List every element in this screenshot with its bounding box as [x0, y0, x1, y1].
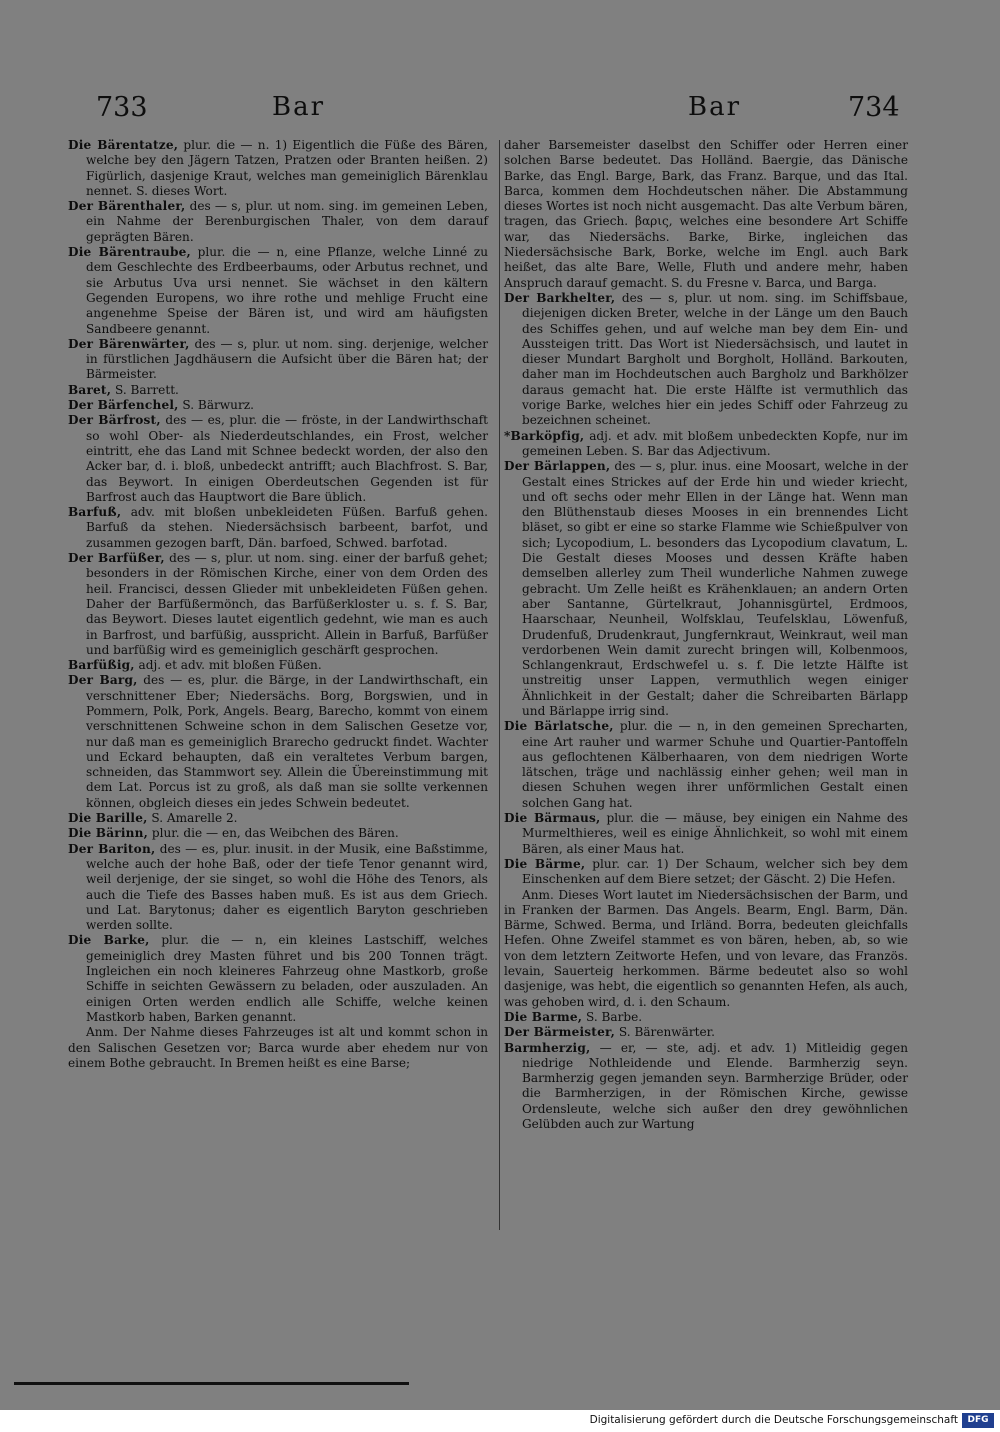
dictionary-entry: [504, 459, 908, 719]
dictionary-entry: [504, 719, 908, 811]
entry-headword: Baret,: [68, 382, 112, 397]
entry-headword: Die Barke,: [68, 933, 150, 948]
dictionary-entry: [68, 245, 488, 337]
entry-text: adj. et adv. mit bloßen Füßen.: [134, 658, 322, 673]
entry-text: Anm. Der Nahme dieses Fahrzeuges ist alt und kommt schon in den Salischen Gesetzen vor; Barca wurde aber ehedem nur von einem Bothe gebraucht. In Bremen heißt es eine Barse;: [68, 1025, 488, 1070]
entry-headword: Die Bärlatsche,: [504, 719, 614, 734]
dfg-logo: DFG: [962, 1413, 994, 1428]
dictionary-entry: [504, 291, 908, 429]
entry-headword: Barfüßig,: [68, 658, 135, 673]
dictionary-entry: [504, 857, 908, 888]
dictionary-entry: [68, 398, 488, 413]
entry-headword: Der Bärfrost,: [68, 413, 161, 428]
entry-headword: Der Barkhelter,: [504, 290, 616, 305]
dictionary-entry: [68, 933, 488, 1025]
entry-headword: Der Bärenwärter,: [68, 336, 190, 351]
entry-headword: Die Bärmaus,: [504, 811, 601, 826]
right-column: [504, 138, 908, 1132]
entry-headword: Der Bärlappen,: [504, 459, 611, 474]
entry-headword: Die Bärinn,: [68, 826, 149, 841]
dictionary-entry: [68, 658, 488, 673]
entry-text: des — s, plur. ut nom. sing. im gemeinen Leben, ein Nahme der Berenburgischen Thaler, von dem darauf geprägten Bären.: [86, 199, 488, 244]
dictionary-entry: [68, 811, 488, 826]
column-divider: [499, 140, 500, 1230]
bottom-rule: [14, 1382, 409, 1385]
dictionary-entry: [68, 826, 488, 841]
entry-text: plur. die — en, das Weibchen des Bären.: [148, 826, 399, 841]
footer-bar: [0, 1410, 1000, 1432]
entry-text: des — es, plur. die Bärge, in der Landwirthschaft, ein verschnittener Eber; Niedersächs. Borg, Borgswien, und in Pommern, Polk, Pork, Angels. Bearg, Barecho, kommt von einem verschnittenen Schweine schon in dem Salischen Gesetze vor, nur daß man es gemeiniglich Brarecho gedruckt findet. Wachter und Eckard behaupten, daß ein veraltetes Verbum bargen, schneiden, das Stammwort sey. Allein die Übereinstimmung mit dem Lat. Porcus ist zu groß, als daß man sie sollte verkennen können, obgleich dieses ein jedes Schwein bedeutet.: [86, 673, 488, 810]
entry-headword: Die Barme,: [504, 1009, 583, 1024]
dictionary-entry: [68, 337, 488, 383]
entry-text: adj. et adv. mit bloßem unbedeckten Kopfe, nur im gemeinen Leben. S. Bar das Adjectivum.: [522, 428, 908, 458]
entry-text: des — s, plur. ut nom. sing. derjenige, welcher in fürstlichen Jagdhäusern die Aufsicht über die Bären hat; der Bärmeister.: [86, 336, 488, 382]
entry-headword: Barfuß,: [68, 505, 122, 520]
entry-text: adv. mit bloßen unbekleideten Füßen. Barfuß gehen. Barfuß da stehen. Niedersächsisch barbeent, barfot, und zusammen gezogen barft, Dän. barfoed, Schwed. barfotad.: [86, 505, 488, 550]
entry-text: Anm. Dieses Wort lautet im Niedersächsischen der Barm, und in Franken der Barmen. Das Angels. Bearm, Engl. Barm, Dän. Bärme, Schwed. Berma, und Irländ. Borra, bedeuten gleichfalls Hefen. Ohne Zweifel stammet es von bären, heben, ab, so wie von dem letztern Zeitworte Hefen, und von levare, das Französ. levain, Sauerteig herkommen. Bärme bedeutet also so wohl dasjenige, was hebt, die eigentlich so genannten Hefen, als auch, was gehoben wird, d. i. den Schaum.: [504, 887, 908, 1009]
dictionary-entry: [68, 199, 488, 245]
entry-headword: Die Barille,: [68, 811, 148, 826]
dictionary-entry: [68, 383, 488, 398]
entry-text: S. Bärenwärter.: [615, 1025, 715, 1040]
dictionary-entry: [68, 842, 488, 934]
dictionary-entry: [504, 1041, 908, 1133]
entry-headword: Der Bariton,: [68, 841, 156, 856]
entry-text: plur. die — mäuse, bey einigen ein Nahme des Murmelthieres, weil es einige Ähnlichkeit, so wohl mit einem Bären, als einer Maus hat.: [522, 811, 908, 856]
page-header: [0, 92, 1000, 132]
funding-credit: Digitalisierung gefördert durch die Deutsche Forschungsgemeinschaft: [589, 1414, 958, 1426]
continued-entry: [504, 138, 908, 291]
left-page-number: 733: [96, 92, 148, 123]
entry-headword: Der Bärmeister,: [504, 1025, 616, 1040]
entry-headword: Der Barfüßer,: [68, 551, 165, 566]
left-column: [68, 138, 488, 1071]
dictionary-entry: [68, 673, 488, 811]
entry-headword: Die Bärentraube,: [68, 245, 191, 260]
entry-headword: Barmherzig,: [504, 1040, 591, 1055]
entry-text: plur. car. 1) Der Schaum, welcher sich bey dem Einschenken auf dem Biere setzet; der Gäscht. 2) Die Hefen.: [522, 856, 909, 887]
entry-text: plur. die — n, ein kleines Lastschiff, welches gemeiniglich drey Masten führet und bis 200 Tonnen trägt. Ingleichen ein noch kleineres Fahrzeug ohne Mastkorb, große Schiffe in seichten Gewässern zu beladen, oder auszuladen. An einigen Orten werden endlich alle Schiffe, welche keinen Mastkorb haben, Barken genannt.: [86, 933, 489, 1024]
dictionary-entry: [504, 429, 908, 460]
entry-headword: Die Bärme,: [504, 856, 586, 871]
left-running-head: Bar: [272, 92, 326, 122]
entry-text: S. Barrett.: [111, 382, 179, 397]
dictionary-entry: [68, 138, 488, 199]
right-running-head: Bar: [688, 92, 742, 122]
entry-text: plur. die — n, eine Pflanze, welche Linné zu dem Geschlechte des Erdbeerbaums, oder Arbutus rechnet, und sie Arbutus Uva ursi nennet. Sie wächset in den kältern Gegenden Europens, wo ihre rothe und mehlige Frucht eine angenehme Speise der Bären ist, und wird am häufigsten Sandbeere genannt.: [86, 245, 488, 336]
entry-text: S. Bärwurz.: [178, 398, 254, 413]
entry-text: S. Amarelle 2.: [147, 811, 238, 826]
entry-text: des — s, plur. ut nom. sing. einer der barfuß gehet; besonders in der Römischen Kirche, einer von dem Orden des heil. Francisci, dessen Glieder mit unbekleideten Füßen gehen. Daher der Barfüßermönch, das Barfüßerkloster u. s. f. S. Bar, das Beywort. Dieses lautet eigentlich gedehnt, wie man es auch in Barfrost, und barfüßig, ausspricht. Allein in Barfuß, Barfüßer und barfüßig wird es gemeiniglich geschärft gesprochen.: [86, 551, 488, 657]
entry-text: — er, — ste, adj. et adv. 1) Mitleidig gegen niedrige Nothleidende und Elende. Barmherzig seyn. Barmherzig gegen jemanden seyn. Barmherzige Brüder, oder die Barmherzigen, in der Römischen Kirche, gewisse Ordensleute, welche sich außer den drey gewöhnlichen Gelübden auch zur Wartung: [522, 1040, 908, 1131]
dictionary-entry: [504, 1010, 908, 1025]
entry-text: daher Barsemeister daselbst den Schiffer oder Herren einer solchen Barse bedeutet. Das Holländ. Baergie, das Dänische Barke, das Engl. Barge, Bark, das Franz. Barque, und das Ital. Barca, kommen dem Hochdeutschen näher. Die Abstammung dieses Wortes ist noch nicht ausgemacht. Das alte Verbum bären, tragen, das Griech. βαρις, welches eine besondere Art Schiffe war, das Niedersächs. Barke, Birke, ingleichen das Niedersächsische Bark, Borke, welche im Engl. auch Bark heißet, das alte Bare, Welle, Fluth und andere mehr, haben Anspruch darauf gemacht. S. du Fresne v. Barca, und Barga.: [504, 138, 908, 290]
annotation-paragraph: [68, 1025, 488, 1071]
entry-text: plur. die — n, in den gemeinen Sprecharten, eine Art rauher und warmer Schuhe und Quartier-Pantoffeln aus geflochtenen Kälberhaaren, von dem niedrigen Worte lätschen, träge und nachlässig einher gehen; weil man in diesen Schuhen wegen ihrer unförmlichen Gestalt einen solchen Gang hat.: [522, 719, 908, 810]
dictionary-entry: [504, 811, 908, 857]
entry-headword: Die Bärentatze,: [68, 138, 179, 152]
dictionary-entry: [68, 505, 488, 551]
entry-text: des — es, plur. inusit. in der Musik, eine Baßstimme, welche auch der hohe Baß, oder der tiefe Tenor genannt wird, weil derjenige, der sie singet, so wohl die Höhe des Tenors, als auch die Tiefe des Basses haben muß. Es ist aus dem Griech. und Lat. Barytonus; daher es eigentlich Baryton geschrieben werden sollte.: [86, 841, 488, 933]
entry-headword: Der Bärenthaler,: [68, 199, 186, 214]
dictionary-entry: [504, 1025, 908, 1040]
entry-text: S. Barbe.: [582, 1009, 643, 1024]
entry-headword: *Barköpfig,: [504, 428, 585, 443]
entry-text: des — s, plur. inus. eine Moosart, welche in der Gestalt eines Strickes auf der Erde hin und wieder kriecht, und oft sechs oder mehr Ellen in der Länge hat. Wenn man den Blüthenstaub dieses Mooses in ein brennendes Licht bläset, so gibt er eine so starke Flamme wie Schießpulver von sich; Lycopodium, L. besonders das Lycopodium clavatum, L. Die Gestalt dieses Mooses und dessen Kräfte haben demselben allerley zum Theil wunderliche Nahmen zuwege gebracht. Um Zelle heißt es Krähenklauen; an andern Orten aber Santanne, Gürtelkraut, Johannisgürtel, Erdmoos, Haarschaar, Neunheil, Wolfsklau, Teufelsklau, Löwenfuß, Drudenfuß, Drudenkraut, Jungfernkraut, Weinkraut, weil man verdorbenen Wein damit zurecht bringen will, Kolbenmoos, Schlangenkraut, Erdschwefel u. s. f. Die letzte Hälfte ist unstreitig unser Lappen, vermuthlich wegen einiger Ähnlichkeit in der Gestalt; daher die Schreibarten Bärlapp und Bärlappe irrig sind.: [522, 459, 908, 718]
annotation-paragraph: [504, 888, 908, 1010]
entry-text: des — s, plur. ut nom. sing. im Schiffsbaue, diejenigen dicken Breter, welche in der Länge um den Bauch des Schiffes gehen, und auf welche man bey dem Ein- und Aussteigen tritt. Das Wort ist Niedersächsisch, und lautet in dieser Mundart Bargholt und Borgholt, Holländ. Barkouten, daher man im Hochdeutschen auch Bargholz und Barkhölzer daraus gemacht hat. Die erste Hälfte ist vermuthlich das vorige Barke, welches hier ein jedes Schiff oder Fahrzeug zu bezeichnen scheinet.: [522, 290, 908, 428]
entry-headword: Der Barg,: [68, 673, 138, 688]
dictionary-entry: [68, 413, 488, 505]
entry-text: des — es, plur. die — fröste, in der Landwirthschaft so wohl Ober- als Niederdeutschlandes, ein Frost, welcher eintritt, ehe das Land mit Schnee bedeckt worden, der also den Acker bar, d. i. bloß, unbedeckt antrifft; auch Blachfrost. S. Bar, das Beywort. In einigen Oberdeutschen Gegenden ist für Barfrost auch das Hauptwort die Bare üblich.: [86, 413, 488, 504]
right-page-number: 734: [848, 92, 900, 123]
dictionary-entry: [68, 551, 488, 658]
entry-text: plur. die — n. 1) Eigentlich die Füße des Bären, welche bey den Jägern Tatzen, Pratzen oder Branten heißen. 2) Figürlich, dasjenige Kraut, welches man gemeiniglich Bärenklau nennet. S. dieses Wort.: [86, 138, 488, 198]
entry-headword: Der Bärfenchel,: [68, 398, 179, 413]
